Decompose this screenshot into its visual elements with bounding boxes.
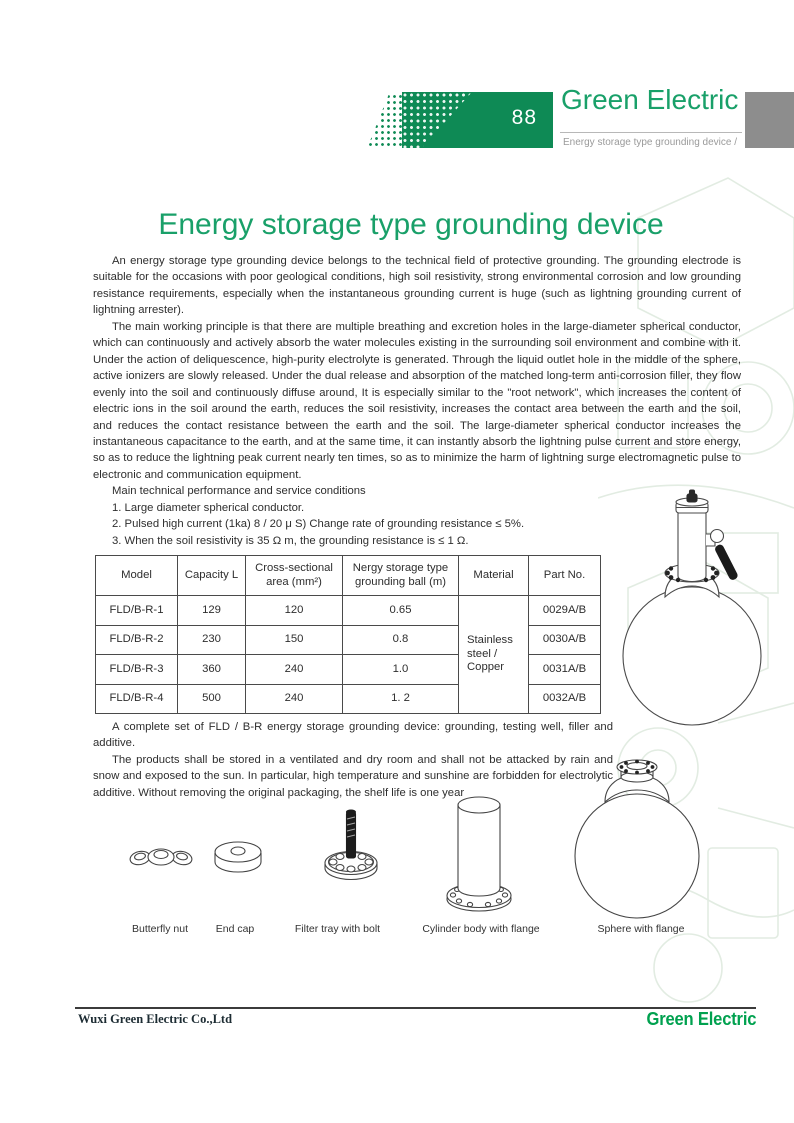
cell-ball: 0.65 xyxy=(343,596,459,626)
cylinder-body-with-flange-drawing xyxy=(440,790,528,918)
cell-ball: 1.0 xyxy=(343,655,459,685)
cell-partno: 0030A/B xyxy=(529,625,601,655)
cell-model: FLD/B-R-2 xyxy=(96,625,178,655)
body-text-lower xyxy=(93,719,613,801)
header-subtitle: Energy storage type grounding device / xyxy=(563,137,737,148)
cell-capacity: 129 xyxy=(178,596,246,626)
footer-brand-name: Green Electric xyxy=(646,1009,756,1029)
footer-company-name: Wuxi Green Electric Co.,Ltd xyxy=(78,1012,233,1026)
brand-name: Green Electric xyxy=(561,84,739,115)
paragraph-principle: The main working principle is that there are multiple breathing and excretion holes in the large-diameter spherical conductor, which can continuously and actively absorb the water molecules existing in the surrounding soil environment and combine with it. Under the action of deliquescence, high-purity electrolyte is generated. Through the liquid outlet hole in the middle of the sphere, active ionizers are slowly released. Under the dual release and absorption of the matched long-term anti-corrosion filler, they flow evenly into the soil and continuously diffuse around, It is especially similar to the "root network", which increases the content of electric ions in the soil around the earth, reduces the soil resistivity, increases the contact area between the earth and the soil, and reduces the contact resistance between the earth and the soil. The large-diameter spherical conductor increases the instantaneous capacitance to the earth, and at the same time, it can instantly absorb the lightning pulse current and store energy, so as to reduce the lightning peak current nearly ten times, so as to minimize the harm of lightning surge electromagnetic pulse to electronic and communication equipment. xyxy=(93,320,741,481)
cell-capacity: 230 xyxy=(178,625,246,655)
col-header-partno: Part No. xyxy=(529,556,601,596)
header-gray-block xyxy=(745,92,794,148)
table-row xyxy=(96,596,601,626)
list-intro: Main technical performance and service conditions xyxy=(112,485,366,498)
figure-label-butterfly-nut: Butterfly nut xyxy=(131,923,189,935)
col-header-area: Cross-sectional area (mm²) xyxy=(246,556,343,596)
col-header-capacity: Capacity L xyxy=(178,556,246,596)
cell-model: FLD/B-R-1 xyxy=(96,596,178,626)
page-number: 88 xyxy=(511,106,537,129)
col-header-ball: Nergy storage type grounding ball (m) xyxy=(343,556,459,596)
paragraph-complete-set: A complete set of FLD / B-R energy storage grounding device: grounding, testing well, filler and additive. xyxy=(93,721,613,750)
end-cap-drawing xyxy=(204,834,266,876)
cell-area: 150 xyxy=(246,625,343,655)
cell-ball: 1. 2 xyxy=(343,684,459,714)
halftone-dots-left xyxy=(368,94,406,146)
cell-capacity: 360 xyxy=(178,655,246,685)
list-item-2: 2. Pulsed high current (1ka) 8 / 20 μ S) Change rate of grounding resistance ≤ 5%. xyxy=(112,518,525,531)
cell-capacity: 500 xyxy=(178,684,246,714)
list-item-1: 1. Large diameter spherical conductor. xyxy=(112,501,305,514)
paragraph-storage: The products shall be stored in a ventilated and dry room and shall not be attacked by rain and snow and exposed to the sun. In particular, high temperature and sunshine are forbidden for electrolytic additive. Without removing the original packaging, the shelf life is one year xyxy=(93,753,613,799)
spec-table xyxy=(95,555,601,714)
halftone-dots-inside xyxy=(402,92,472,148)
header-divider xyxy=(560,132,742,133)
cell-area: 120 xyxy=(246,596,343,626)
col-header-material: Material xyxy=(459,556,529,596)
table-header-row xyxy=(96,556,601,596)
cell-area: 240 xyxy=(246,684,343,714)
paragraph-intro: An energy storage type grounding device belongs to the technical field of protective grounding. The grounding electrode is suitable for the occasions with poor geological conditions, high soil resistivity, strong environmental corrosion and low grounding resistance requirements, especially when the instantaneous grounding current is huge (such as lightning grounding current of lightning arrester). xyxy=(93,255,741,317)
figure-label-filter-tray: Filter tray with bolt xyxy=(294,923,381,935)
col-header-model: Model xyxy=(96,556,178,596)
cell-partno: 0029A/B xyxy=(529,596,601,626)
cell-area: 240 xyxy=(246,655,343,685)
header-green-block xyxy=(402,92,553,148)
sphere-with-flange-drawing xyxy=(558,746,718,922)
figure-label-sphere: Sphere with flange xyxy=(597,923,685,935)
page-title: Energy storage type grounding device xyxy=(158,208,664,241)
figure-label-end-cap: End cap xyxy=(215,923,255,935)
cell-ball: 0.8 xyxy=(343,625,459,655)
figure-label-cylinder-body: Cylinder body with flange xyxy=(422,923,540,935)
cell-model: FLD/B-R-3 xyxy=(96,655,178,685)
filter-tray-with-bolt-drawing xyxy=(314,806,388,890)
cell-material: Stainless steel / Copper xyxy=(459,596,529,714)
assembled-device-drawing xyxy=(618,486,794,732)
butterfly-nut-drawing xyxy=(126,841,196,873)
list-item-3: 3. When the soil resistivity is 35 Ω m, the grounding resistance is ≤ 1 Ω. xyxy=(112,534,469,547)
cell-partno: 0031A/B xyxy=(529,655,601,685)
cell-model: FLD/B-R-4 xyxy=(96,684,178,714)
cell-partno: 0032A/B xyxy=(529,684,601,714)
